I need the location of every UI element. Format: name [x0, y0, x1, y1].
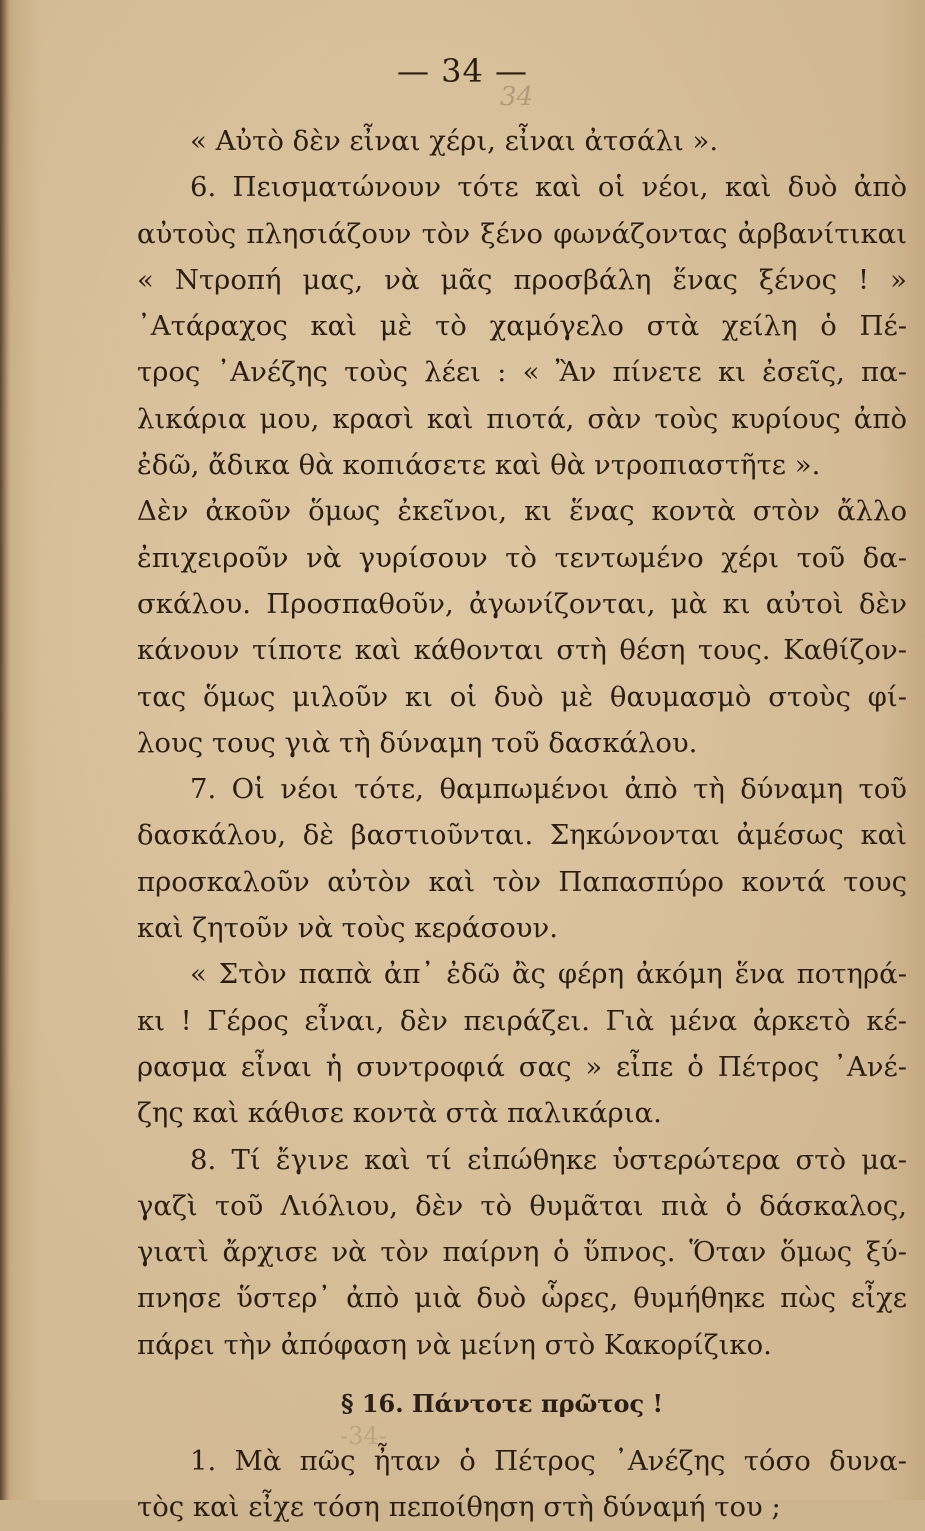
text-line: πάρει τὴν ἀπόφαση νὰ μείνη στὸ Κακορίζικο. — [137, 1328, 772, 1361]
text-line: 1. Μὰ πῶς ἦταν ὁ Πέτρος ᾿Ανέζης τόσο δυνα- — [190, 1445, 907, 1478]
text-line: ᾿Ατάραχος καὶ μὲ τὸ χαμόγελο στὰ χείλη ὁ Πέ- — [137, 310, 907, 343]
text-line: Δὲν ἀκοῦν ὅμως ἐκεῖνοι, κι ἕνας κοντὰ στὸν ἄλλο — [137, 495, 907, 528]
text-line: γαζὶ τοῦ Λιόλιου, δὲν τὸ θυμᾶται πιὰ ὁ δάσκαλος, — [137, 1189, 907, 1222]
text-line: σκάλου. Προσπαθοῦν, ἀγωνίζονται, μὰ κι αὐτοὶ δὲν — [137, 587, 907, 620]
pencil-footer-mark: -34- — [340, 1422, 387, 1450]
text-line: τὸς καὶ εἶχε τόση πεποίθηση στὴ δύναμή του ; — [137, 1491, 781, 1524]
text-line: κάνουν τίποτε καὶ κάθονται στὴ θέση τους. Καθίζον- — [137, 634, 907, 667]
text-line: τας ὅμως μιλοῦν κι οἱ δυὸ μὲ θαυμασμὸ στοὺς φί- — [137, 680, 907, 713]
text-line: λους τους γιὰ τὴ δύναμη τοῦ δασκάλου. — [137, 726, 698, 759]
body-text — [137, 118, 907, 1531]
binding-edge-shadow — [0, 0, 10, 1500]
text-line: « Ντροπή μας, νὰ μᾶς προσβάλη ἕνας ξένος ! » — [137, 263, 907, 296]
text-line: 8. Τί ἔγινε καὶ τί εἰπώθηκε ὑστερώτερα στὸ μα- — [190, 1143, 907, 1176]
text-line: ρασμα εἶναι ἡ συντροφιά σας » εἶπε ὁ Πέτρος ᾿Ανέ- — [137, 1050, 907, 1083]
text-line: τρος ᾿Ανέζης τοὺς λέει : « Ἂν πίνετε κι ἐσεῖς, πα- — [137, 356, 907, 389]
text-line: λικάρια μου, κρασὶ καὶ πιοτά, σὰν τοὺς κυρίους ἀπὸ — [137, 402, 907, 435]
page-number: — 34 — — [396, 52, 529, 90]
text-line: αὐτοὺς πλησιάζουν τὸν ξένο φωνάζοντας ἀρβανίτικαι — [137, 217, 907, 250]
pencil-page-mark: 34 — [500, 82, 534, 112]
text-line: 6. Πεισματώνουν τότε καὶ οἱ νέοι, καὶ δυὸ ἀπὸ — [190, 171, 907, 204]
text-line: καὶ ζητοῦν νὰ τοὺς κεράσουν. — [137, 912, 558, 945]
text-line: πνησε ὕστερ᾿ ἀπὸ μιὰ δυὸ ὧρες, θυμήθηκε πὼς εἶχε — [137, 1282, 907, 1315]
text-line: ἐδῶ, ἄδικα θὰ κοπιάσετε καὶ θὰ ντροπιαστῆτε ». — [137, 449, 821, 482]
section-heading: § 16. Πάντοτε πρῶτος ! — [340, 1389, 664, 1419]
text-line: κι ! Γέρος εἶναι, δὲν πειράζει. Γιὰ μένα ἀρκετὸ κέ- — [137, 1004, 907, 1037]
text-line: προσκαλοῦν αὐτὸν καὶ τὸν Παπασπύρο κοντά τους — [137, 865, 907, 898]
text-line: γιατὶ ἄρχισε νὰ τὸν παίρνη ὁ ὕπνος. Ὅταν ὅμως ξύ- — [137, 1236, 907, 1269]
text-line: « Στὸν παπὰ ἀπ᾿ ἐδῶ ἂς φέρη ἀκόμη ἕνα ποτηρά- — [190, 958, 907, 991]
text-line: δασκάλου, δὲ βαστιοῦνται. Σηκώνονται ἀμέσως καὶ — [137, 819, 907, 852]
text-line: 7. Οἱ νέοι τότε, θαμπωμένοι ἀπὸ τὴ δύναμη τοῦ — [190, 773, 907, 806]
text-line: ἐπιχειροῦν νὰ γυρίσουν τὸ τεντωμένο χέρι τοῦ δα- — [137, 541, 907, 574]
text-line: « Αὐτὸ δὲν εἶναι χέρι, εἶναι ἀτσάλι ». — [190, 125, 719, 157]
text-line: ζης καὶ κάθισε κοντὰ στὰ παλικάρια. — [137, 1097, 662, 1130]
